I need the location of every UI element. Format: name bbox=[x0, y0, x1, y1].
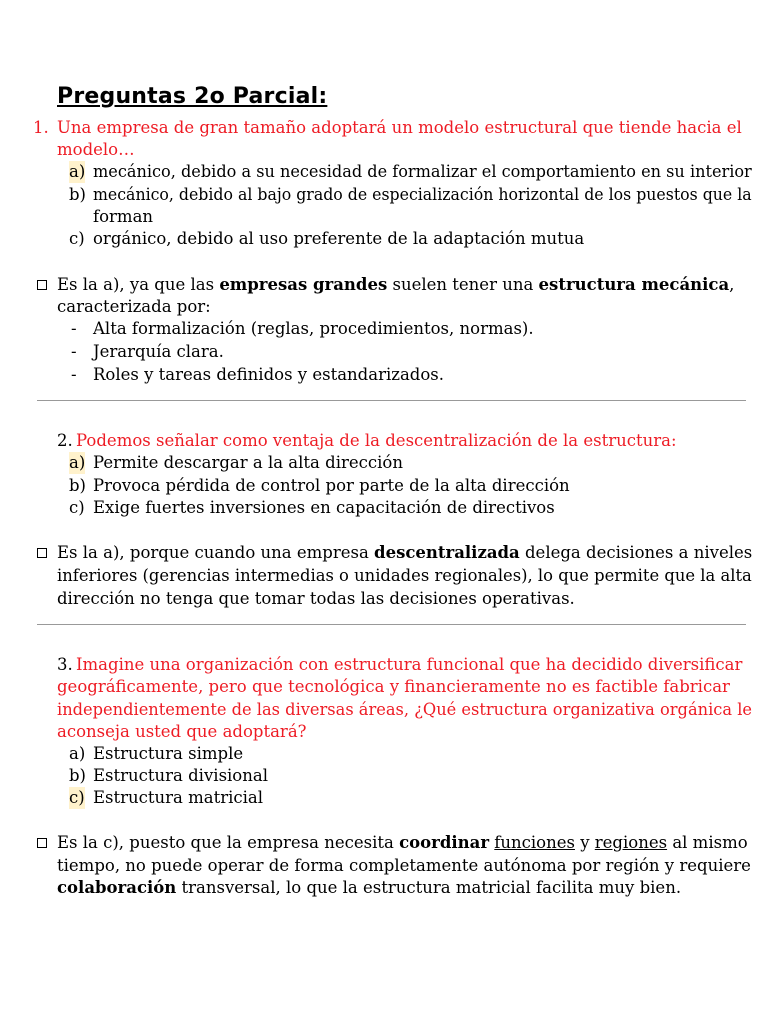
answer-3-text-cont: tiempo, no puede operar de forma completamente autónoma por región y requiere bbox=[57, 856, 751, 875]
option-1b-cont: forman bbox=[93, 207, 154, 226]
option-2a-letter: a) bbox=[69, 453, 86, 472]
page-title: Preguntas 2o Parcial: bbox=[57, 84, 328, 109]
option-3b-letter: b) bbox=[69, 766, 86, 785]
answer-1-text-cont: caracterizada por: bbox=[57, 297, 211, 316]
answer-2-text-cont: dirección no tenga que tomar todas las decisiones operativas. bbox=[57, 589, 575, 608]
bullet-dash: - bbox=[71, 365, 77, 384]
option-1b: mecánico, debido al bajo grado de especialización horizontal de los puestos que la bbox=[93, 185, 752, 204]
answer-2-text: Es la a), porque cuando una empresa descentralizada delega decisiones a niveles bbox=[57, 543, 753, 562]
bullet-dash: - bbox=[71, 342, 77, 361]
bullet-item: Roles y tareas definidos y estandarizados. bbox=[93, 365, 444, 384]
question-2-text: Podemos señalar como ventaja de la descentralización de la estructura: bbox=[76, 431, 677, 450]
option-1a-letter: a) bbox=[69, 162, 86, 181]
option-3c-letter: c) bbox=[69, 788, 85, 807]
option-3a: Estructura simple bbox=[93, 744, 244, 763]
bullet-item: Jerarquía clara. bbox=[93, 342, 224, 361]
checkbox-answer-1[interactable] bbox=[37, 280, 47, 290]
option-1c-letter: c) bbox=[69, 229, 85, 248]
answer-1-text: Es la a), ya que las empresas grandes suelen tener una estructura mecánica, bbox=[57, 275, 735, 294]
question-3-text: Imagine una organización con estructura funcional que ha decidido diversificar bbox=[76, 655, 743, 674]
question-3-text-cont: geográficamente, pero que tecnológica y financieramente no es factible fabricar bbox=[57, 677, 730, 696]
answer-3-text: Es la c), puesto que la empresa necesita coordinar funciones y regiones al mismo bbox=[57, 833, 748, 852]
question-1-text-cont: modelo… bbox=[57, 140, 135, 159]
question-3-text-cont: aconseja usted que adoptará? bbox=[57, 722, 307, 741]
question-2-number: 2. bbox=[57, 431, 73, 450]
question-3-text-cont: independientemente de las diversas áreas, ¿Qué estructura organizativa orgánica le bbox=[57, 700, 753, 719]
option-3c: Estructura matricial bbox=[93, 788, 264, 807]
option-2c: Exige fuertes inversiones en capacitación de directivos bbox=[93, 498, 555, 517]
option-2a: Permite descargar a la alta dirección bbox=[93, 453, 403, 472]
answer-2-text-cont: inferiores (gerencias intermedias o unidades regionales), lo que permite que la alta bbox=[57, 566, 752, 585]
question-1-number: 1. bbox=[33, 118, 49, 137]
option-1b-letter: b) bbox=[69, 185, 86, 204]
divider bbox=[37, 400, 746, 401]
bullet-dash: - bbox=[71, 319, 77, 338]
option-1a: mecánico, debido a su necesidad de formalizar el comportamiento en su interior bbox=[93, 162, 752, 181]
checkbox-answer-2[interactable] bbox=[37, 548, 47, 558]
option-2b: Provoca pérdida de control por parte de la alta dirección bbox=[93, 476, 570, 495]
divider bbox=[37, 624, 746, 625]
question-3-number: 3. bbox=[57, 655, 73, 674]
option-1c: orgánico, debido al uso preferente de la adaptación mutua bbox=[93, 229, 585, 248]
option-3a-letter: a) bbox=[69, 744, 86, 763]
checkbox-answer-3[interactable] bbox=[37, 838, 47, 848]
bullet-item: Alta formalización (reglas, procedimientos, normas). bbox=[93, 319, 534, 338]
question-1-text: Una empresa de gran tamaño adoptará un modelo estructural que tiende hacia el bbox=[57, 118, 742, 137]
option-2b-letter: b) bbox=[69, 476, 86, 495]
option-3b: Estructura divisional bbox=[93, 766, 268, 785]
answer-3-text-cont: colaboración transversal, lo que la estructura matricial facilita muy bien. bbox=[57, 878, 682, 897]
option-2c-letter: c) bbox=[69, 498, 85, 517]
